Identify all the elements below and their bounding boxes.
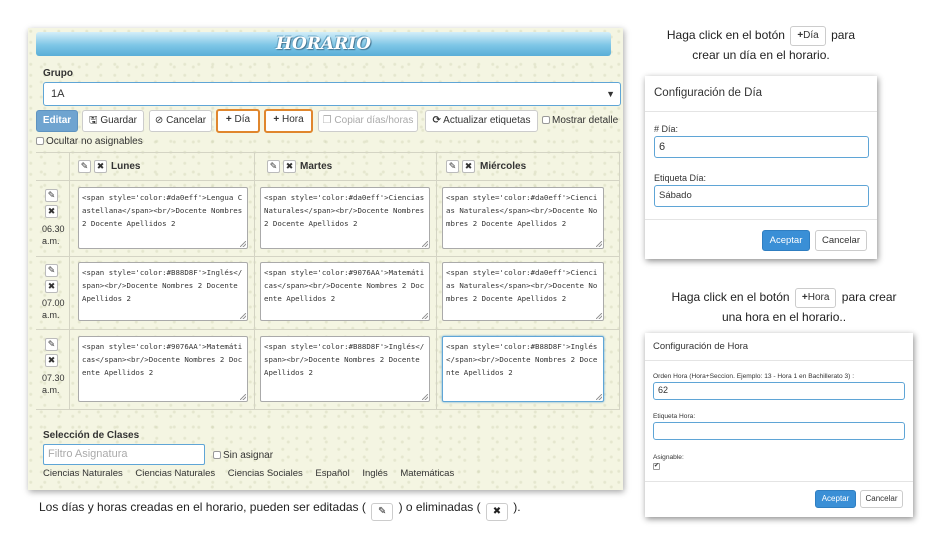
close-icon[interactable]: ✖ [94, 160, 107, 173]
cell-textarea[interactable]: <span style='color:#B88D8F'>Inglés</span><br/>Docente Nombres 2 Docente Apellidos 2 [78, 262, 248, 321]
hour-ampm: a.m. [42, 385, 60, 395]
actualizar-button[interactable] [425, 110, 538, 132]
hour-label [42, 372, 65, 396]
save-icon: 🖫 [89, 115, 98, 126]
cell-textarea[interactable]: <span style='color:#9076AA'>Matemáticas</span><br/>Docente Nombres 2 Docente Apellidos 2 [78, 336, 248, 402]
banner [36, 32, 611, 56]
checkbox-box [542, 116, 550, 124]
dialog-title: Configuración de Día [645, 76, 877, 112]
aceptar-button[interactable]: Aceptar [815, 490, 856, 508]
day-header [437, 153, 620, 181]
schedule-cell [437, 181, 620, 257]
ocultar-label: Ocultar no asignables [46, 136, 143, 147]
guardar-button[interactable] [82, 110, 144, 132]
schedule-cell [437, 257, 620, 330]
cell-textarea[interactable]: <span style='color:#da0eff'>Ciencias Naturales</span><br/>Docente Nombres 2 Docente Apellidos 2 [442, 187, 604, 249]
subject-chip[interactable]: Inglés [362, 468, 388, 479]
hora-label: Hora [281, 114, 304, 125]
hour-time: 07.00 [42, 298, 65, 308]
pencil-icon[interactable]: ✎ [78, 160, 91, 173]
schedule-cell [255, 181, 437, 257]
cancelar-button[interactable]: Cancelar [815, 230, 867, 251]
plus-icon: + [801, 292, 808, 303]
copiar-button[interactable] [318, 110, 418, 132]
etiqueta-dia-input[interactable]: Sábado [654, 185, 869, 207]
instruction-dia [645, 26, 877, 64]
cell-textarea-active[interactable]: <span style='color:#B88D8F'>Inglés</span><br/>Docente Nombres 2 Docente Apellidos 2 [442, 336, 604, 402]
close-icon[interactable]: ✖ [45, 205, 58, 218]
seleccion-label: Selección de Clases [43, 430, 140, 441]
dia-label: Día [234, 114, 251, 125]
cell-textarea[interactable]: <span style='color:#da0eff'>Ciencias Naturales</span><br/>Docente Nombres 2 Docente Apellidos 2 [260, 187, 430, 249]
day-label: Martes [300, 161, 333, 172]
subject-list [43, 468, 464, 479]
hour-row-header [36, 181, 70, 257]
asignable-label: Asignable: [653, 454, 684, 461]
pencil-icon: ✎ [371, 503, 393, 521]
pencil-icon[interactable]: ✎ [45, 189, 58, 202]
orden-hora-input[interactable]: 62 [653, 382, 905, 400]
refresh-icon: ⟳ [432, 115, 441, 126]
asignable-checkbox[interactable]: ✔ [654, 463, 660, 469]
hour-time: 07.30 [42, 373, 65, 383]
pencil-icon[interactable]: ✎ [446, 160, 459, 173]
cancelar-button[interactable]: Cancelar [860, 490, 903, 508]
hour-label [42, 297, 65, 321]
etiqueta-hora-label: Etiqueta Hora: [653, 413, 696, 420]
instruction-text: para [831, 28, 856, 42]
mostrar-detalle-checkbox[interactable] [542, 115, 618, 126]
plus-icon: + [225, 114, 232, 125]
subject-chip[interactable]: Español [315, 468, 350, 479]
close-icon[interactable]: ✖ [45, 354, 58, 367]
aceptar-button[interactable]: Aceptar [762, 230, 810, 251]
num-dia-label: # Día: [654, 124, 679, 134]
copy-icon: ❐ [322, 115, 332, 126]
hour-ampm: a.m. [42, 310, 60, 320]
add-hora-button[interactable] [264, 109, 313, 133]
banner-title: HORARIO [275, 34, 372, 54]
mostrar-detalle-label: Mostrar detalle [552, 115, 619, 126]
grupo-select[interactable] [43, 82, 621, 106]
instruction-text: para crear [841, 290, 897, 304]
dia-sample-label: Día [803, 30, 819, 41]
num-dia-input[interactable]: 6 [654, 136, 869, 158]
instruction-hora [650, 288, 918, 326]
schedule-cell [255, 330, 437, 410]
editar-label: Editar [42, 115, 72, 126]
subject-chip[interactable]: Ciencias Naturales [43, 468, 123, 479]
sin-asignar-checkbox[interactable] [213, 450, 273, 461]
cell-textarea[interactable]: <span style='color:#9076AA'>Matemáticas</span><br/>Docente Nombres 2 Docente Apellidos 2 [260, 262, 430, 321]
note-text: ) o eliminadas ( [398, 500, 481, 514]
add-dia-button[interactable] [216, 109, 260, 133]
cell-textarea[interactable]: <span style='color:#da0eff'>Lengua Castellana</span><br/>Docente Nombres 2 Docente Apellidos 2 [78, 187, 248, 249]
subject-chip[interactable]: Ciencias Naturales [135, 468, 216, 479]
dia-sample-button [790, 26, 825, 46]
day-label: Lunes [111, 161, 141, 172]
ban-icon: ⊘ [154, 115, 164, 126]
dialog-footer [645, 219, 877, 259]
schedule-table [36, 152, 621, 438]
schedule-cell [437, 330, 620, 410]
dialog-title: Configuración de Hora [645, 333, 913, 361]
sin-asignar-label: Sin asignar [223, 450, 274, 461]
close-icon[interactable]: ✖ [45, 280, 58, 293]
close-icon[interactable]: ✖ [283, 160, 296, 173]
hour-row-header [36, 330, 70, 410]
subject-chip[interactable]: Ciencias Sociales [227, 468, 303, 479]
hour-label [42, 223, 65, 247]
etiqueta-dia-label: Etiqueta Día: [654, 173, 707, 183]
schedule-cell [70, 257, 255, 330]
ocultar-checkbox[interactable] [36, 136, 143, 147]
instruction-text: Haga click en el botón [671, 290, 790, 304]
cancelar-button[interactable] [149, 110, 212, 132]
pencil-icon[interactable]: ✎ [45, 264, 58, 277]
plus-icon: + [797, 30, 804, 41]
cancelar-label: Cancelar [166, 115, 207, 126]
instruction-text: una hora en el horario.. [721, 310, 847, 324]
etiqueta-hora-input[interactable] [653, 422, 905, 440]
configuracion-dia-dialog [645, 76, 877, 259]
dialog-footer [645, 481, 913, 517]
hour-ampm: a.m. [42, 236, 60, 246]
subject-chip[interactable]: Matemáticas [400, 468, 455, 479]
corner-header [36, 153, 70, 181]
schedule-cell [70, 181, 255, 257]
day-header [255, 153, 437, 181]
filtro-asignatura-input[interactable]: Filtro Asignatura [43, 444, 205, 465]
editar-button[interactable] [36, 110, 78, 132]
instruction-text: crear un día en el horario. [692, 48, 830, 62]
day-header [70, 153, 255, 181]
note-text: Los días y horas creadas en el horario, pueden ser editadas ( [39, 500, 366, 514]
note-text: ). [513, 500, 521, 514]
hora-sample-button [795, 288, 837, 308]
hour-time: 06.30 [42, 224, 65, 234]
configuracion-hora-dialog [645, 333, 913, 517]
schedule-cell [255, 257, 437, 330]
close-icon: ✖ [486, 503, 508, 521]
checkbox-box [213, 451, 221, 459]
close-icon[interactable]: ✖ [462, 160, 475, 173]
day-label: Miércoles [480, 161, 527, 172]
guardar-label: Guardar [100, 115, 137, 126]
plus-icon: + [273, 114, 280, 125]
checkbox-box [36, 137, 44, 145]
schedule-panel [28, 28, 623, 490]
pencil-icon[interactable]: ✎ [267, 160, 280, 173]
grupo-select-value: 1A [51, 88, 65, 100]
copiar-label: Copiar días/horas [334, 115, 414, 126]
hour-row-header [36, 257, 70, 330]
caret-down-icon: ▼ [606, 89, 615, 99]
hora-sample-label: Hora [807, 292, 830, 303]
schedule-cell [70, 330, 255, 410]
orden-hora-label: Orden Hora (Hora+Seccion. Ejemplo: 13 - Hora 1 en Bachillerato 3) : [653, 373, 855, 380]
cell-textarea[interactable]: <span style='color:#da0eff'>Ciencias Naturales</span><br/>Docente Nombres 2 Docente Apellidos 2 [442, 262, 604, 321]
cell-textarea[interactable]: <span style='color:#B88D8F'>Inglés</span><br/>Docente Nombres 2 Docente Apellidos 2 [260, 336, 430, 402]
bottom-note [39, 500, 521, 521]
pencil-icon[interactable]: ✎ [45, 338, 58, 351]
actualizar-label: Actualizar etiquetas [443, 115, 531, 126]
instruction-text: Haga click en el botón [666, 28, 785, 42]
grupo-label: Grupo [43, 68, 73, 79]
